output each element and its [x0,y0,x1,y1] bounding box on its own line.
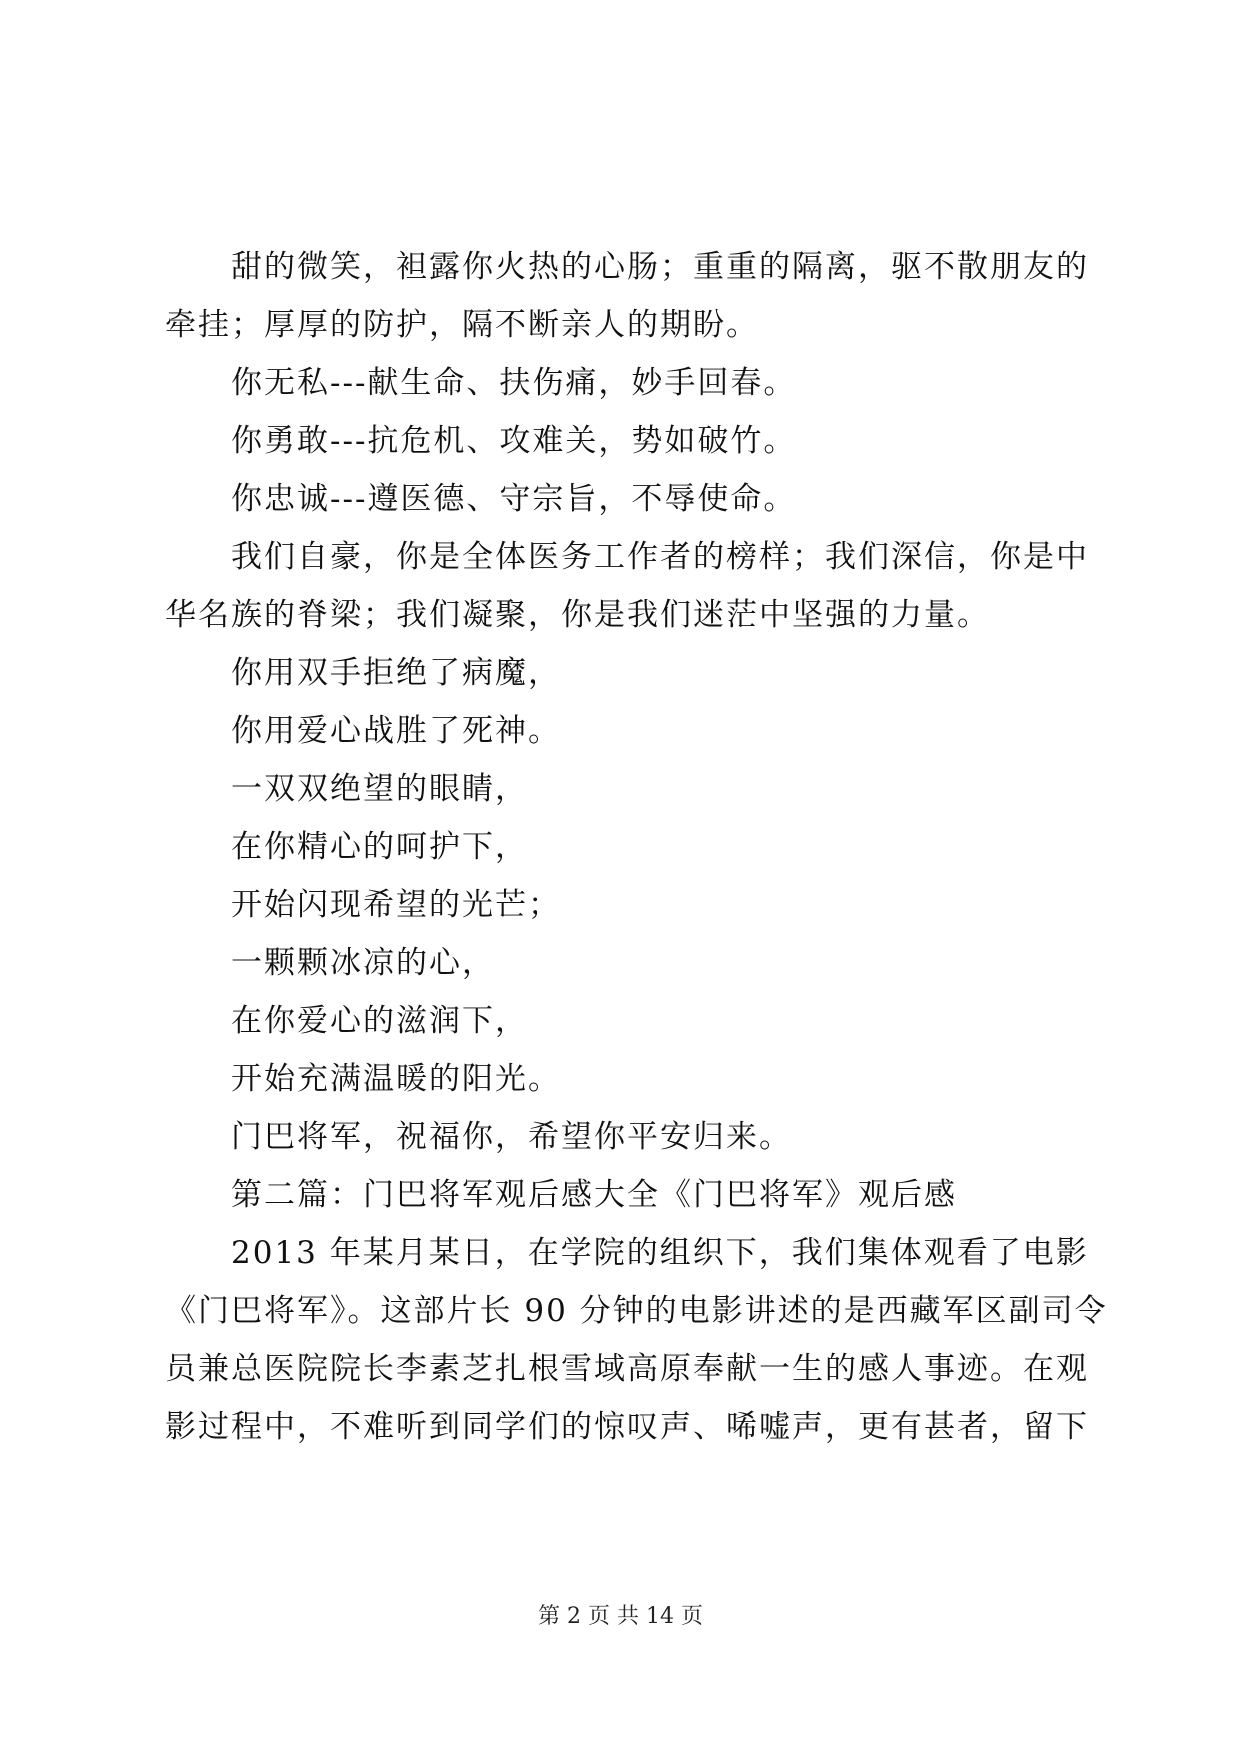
text-line: 你用爱心战胜了死神。 [231,713,561,749]
text-line: 你用双手拒绝了病魔， [231,655,561,691]
text-line: 一颗颗冰凉的心， [231,945,495,981]
text-line: 甜的微笑，袒露你火热的心肠；重重的隔离，驱不散朋友的 [231,249,1089,285]
text-line: 影过程中，不难听到同学们的惊叹声、唏嘘声，更有甚者，留下 [165,1409,1089,1445]
text-line: 开始充满温暖的阳光。 [231,1061,561,1097]
body-text [165,238,1108,1456]
page-footer [0,1602,1241,1632]
text-line: 华名族的脊梁；我们凝聚，你是我们迷茫中坚强的力量。 [165,597,990,633]
section-heading: 第二篇：门巴将军观后感大全《门巴将军》观后感 [231,1177,957,1213]
text-line: 你勇敢---抗危机、攻难关，势如破竹。 [231,423,797,459]
text-line: 《门巴将军》。这部片长 90 分钟的电影讲述的是西藏军区副司令 [165,1293,1108,1329]
text-line: 在你爱心的滋润下， [231,1003,528,1039]
text-line: 在你精心的呵护下， [231,829,528,865]
text-line: 你忠诚---遵医德、守宗旨，不辱使命。 [231,481,797,517]
text-line: 牵挂；厚厚的防护，隔不断亲人的期盼。 [165,307,759,343]
text-line: 员兼总医院院长李素芝扎根雪域高原奉献一生的感人事迹。在观 [165,1351,1089,1387]
page-number: 第 2 页 共 14 页 [538,1604,703,1629]
text-line: 2013 年某月某日，在学院的组织下，我们集体观看了电影 [231,1235,1089,1271]
text-line: 一双双绝望的眼睛， [231,771,528,807]
text-line: 开始闪现希望的光芒； [231,887,561,923]
text-line: 门巴将军，祝福你，希望你平安归来。 [231,1119,792,1155]
text-line: 你无私---献生命、扶伤痛，妙手回春。 [231,365,797,401]
text-line: 我们自豪，你是全体医务工作者的榜样；我们深信，你是中 [231,539,1089,575]
